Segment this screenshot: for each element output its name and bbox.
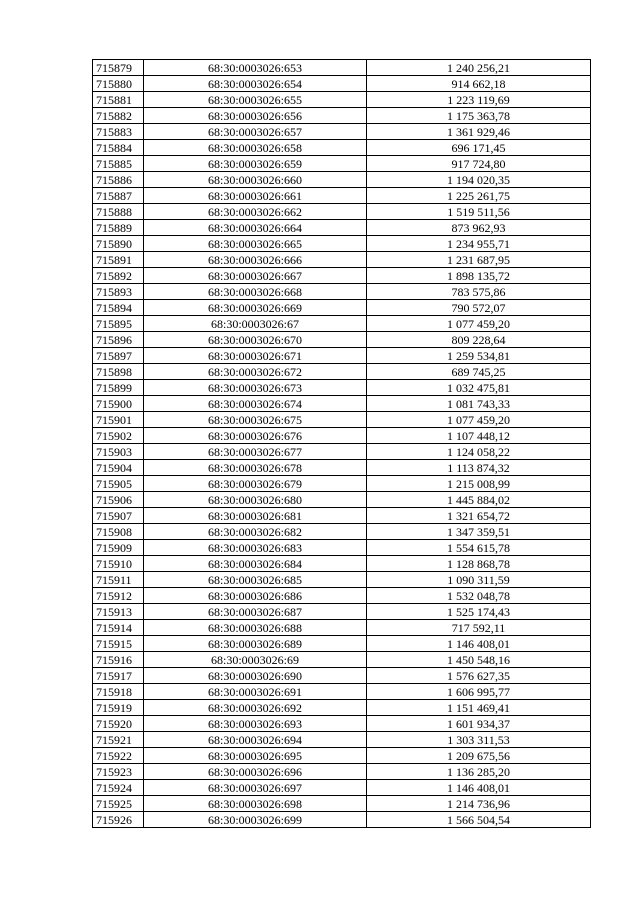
cadastral-value-cell: 1 107 448,12 — [367, 428, 591, 444]
cadastral-number-cell: 68:30:0003026:675 — [144, 412, 367, 428]
table-row — [93, 700, 591, 716]
table-row — [93, 780, 591, 796]
table-row — [93, 252, 591, 268]
row-number-cell: 715914 — [93, 620, 144, 636]
table-row — [93, 476, 591, 492]
cadastral-number-cell: 68:30:0003026:679 — [144, 476, 367, 492]
cadastral-number-cell: 68:30:0003026:681 — [144, 508, 367, 524]
cadastral-value-table — [92, 59, 591, 828]
table-row — [93, 364, 591, 380]
table-row — [93, 76, 591, 92]
cadastral-value-cell: 1 519 511,56 — [367, 204, 591, 220]
cadastral-number-cell: 68:30:0003026:676 — [144, 428, 367, 444]
row-number-cell: 715892 — [93, 268, 144, 284]
row-number-cell: 715902 — [93, 428, 144, 444]
cadastral-value-cell: 696 171,45 — [367, 140, 591, 156]
cadastral-number-cell: 68:30:0003026:683 — [144, 540, 367, 556]
cadastral-value-cell: 1 231 687,95 — [367, 252, 591, 268]
cadastral-value-cell: 1 898 135,72 — [367, 268, 591, 284]
cadastral-number-cell: 68:30:0003026:674 — [144, 396, 367, 412]
table-row — [93, 220, 591, 236]
cadastral-value-cell: 1 234 955,71 — [367, 236, 591, 252]
cadastral-value-cell: 1 361 929,46 — [367, 124, 591, 140]
row-number-cell: 715912 — [93, 588, 144, 604]
table-row — [93, 204, 591, 220]
cadastral-number-cell: 68:30:0003026:684 — [144, 556, 367, 572]
cadastral-number-cell: 68:30:0003026:671 — [144, 348, 367, 364]
cadastral-number-cell: 68:30:0003026:669 — [144, 300, 367, 316]
row-number-cell: 715916 — [93, 652, 144, 668]
cadastral-value-cell: 1 146 408,01 — [367, 636, 591, 652]
table-row — [93, 380, 591, 396]
cadastral-value-cell: 1 445 884,02 — [367, 492, 591, 508]
table-row — [93, 732, 591, 748]
row-number-cell: 715891 — [93, 252, 144, 268]
table-row — [93, 332, 591, 348]
cadastral-number-cell: 68:30:0003026:666 — [144, 252, 367, 268]
cadastral-number-cell: 68:30:0003026:691 — [144, 684, 367, 700]
row-number-cell: 715884 — [93, 140, 144, 156]
cadastral-value-cell: 914 662,18 — [367, 76, 591, 92]
cadastral-number-cell: 68:30:0003026:689 — [144, 636, 367, 652]
cadastral-number-cell: 68:30:0003026:696 — [144, 764, 367, 780]
row-number-cell: 715910 — [93, 556, 144, 572]
cadastral-number-cell: 68:30:0003026:695 — [144, 748, 367, 764]
cadastral-value-cell: 783 575,86 — [367, 284, 591, 300]
row-number-cell: 715896 — [93, 332, 144, 348]
table-row — [93, 556, 591, 572]
row-number-cell: 715901 — [93, 412, 144, 428]
cadastral-value-cell: 1 151 469,41 — [367, 700, 591, 716]
table-row — [93, 652, 591, 668]
cadastral-value-cell: 917 724,80 — [367, 156, 591, 172]
cadastral-value-cell: 1 146 408,01 — [367, 780, 591, 796]
table-row — [93, 396, 591, 412]
row-number-cell: 715922 — [93, 748, 144, 764]
cadastral-value-cell: 1 606 995,77 — [367, 684, 591, 700]
row-number-cell: 715926 — [93, 812, 144, 828]
table-row — [93, 124, 591, 140]
row-number-cell: 715925 — [93, 796, 144, 812]
cadastral-value-cell: 1 214 736,96 — [367, 796, 591, 812]
row-number-cell: 715890 — [93, 236, 144, 252]
cadastral-number-cell: 68:30:0003026:655 — [144, 92, 367, 108]
cadastral-value-cell: 1 321 654,72 — [367, 508, 591, 524]
cadastral-number-cell: 68:30:0003026:670 — [144, 332, 367, 348]
cadastral-number-cell: 68:30:0003026:677 — [144, 444, 367, 460]
cadastral-number-cell: 68:30:0003026:672 — [144, 364, 367, 380]
cadastral-value-cell: 1 223 119,69 — [367, 92, 591, 108]
row-number-cell: 715905 — [93, 476, 144, 492]
row-number-cell: 715906 — [93, 492, 144, 508]
cadastral-value-cell: 1 240 256,21 — [367, 60, 591, 76]
table-row — [93, 668, 591, 684]
cadastral-number-cell: 68:30:0003026:69 — [144, 652, 367, 668]
cadastral-value-cell: 1 259 534,81 — [367, 348, 591, 364]
row-number-cell: 715893 — [93, 284, 144, 300]
row-number-cell: 715899 — [93, 380, 144, 396]
row-number-cell: 715917 — [93, 668, 144, 684]
table-row — [93, 540, 591, 556]
cadastral-number-cell: 68:30:0003026:657 — [144, 124, 367, 140]
cadastral-value-cell: 1 077 459,20 — [367, 316, 591, 332]
cadastral-number-cell: 68:30:0003026:697 — [144, 780, 367, 796]
table-row — [93, 636, 591, 652]
cadastral-value-cell: 873 962,93 — [367, 220, 591, 236]
row-number-cell: 715880 — [93, 76, 144, 92]
row-number-cell: 715886 — [93, 172, 144, 188]
table-row — [93, 684, 591, 700]
cadastral-number-cell: 68:30:0003026:692 — [144, 700, 367, 716]
row-number-cell: 715898 — [93, 364, 144, 380]
table-row — [93, 188, 591, 204]
row-number-cell: 715888 — [93, 204, 144, 220]
table-row — [93, 604, 591, 620]
cadastral-number-cell: 68:30:0003026:685 — [144, 572, 367, 588]
table-row — [93, 620, 591, 636]
cadastral-value-cell: 1 209 675,56 — [367, 748, 591, 764]
table-row — [93, 412, 591, 428]
table-row — [93, 92, 591, 108]
row-number-cell: 715887 — [93, 188, 144, 204]
table-row — [93, 748, 591, 764]
row-number-cell: 715903 — [93, 444, 144, 460]
table-row — [93, 508, 591, 524]
row-number-cell: 715924 — [93, 780, 144, 796]
cadastral-number-cell: 68:30:0003026:693 — [144, 716, 367, 732]
cadastral-value-cell: 1 601 934,37 — [367, 716, 591, 732]
table-row — [93, 268, 591, 284]
table-row — [93, 236, 591, 252]
table-row — [93, 572, 591, 588]
cadastral-value-cell: 1 566 504,54 — [367, 812, 591, 828]
cadastral-value-cell: 1 136 285,20 — [367, 764, 591, 780]
row-number-cell: 715908 — [93, 524, 144, 540]
cadastral-number-cell: 68:30:0003026:687 — [144, 604, 367, 620]
row-number-cell: 715913 — [93, 604, 144, 620]
row-number-cell: 715907 — [93, 508, 144, 524]
cadastral-value-cell: 1 032 475,81 — [367, 380, 591, 396]
row-number-cell: 715915 — [93, 636, 144, 652]
cadastral-value-cell: 1 081 743,33 — [367, 396, 591, 412]
row-number-cell: 715879 — [93, 60, 144, 76]
cadastral-value-cell: 1 303 311,53 — [367, 732, 591, 748]
table-row — [93, 524, 591, 540]
cadastral-number-cell: 68:30:0003026:673 — [144, 380, 367, 396]
cadastral-number-cell: 68:30:0003026:694 — [144, 732, 367, 748]
cadastral-value-cell: 1 175 363,78 — [367, 108, 591, 124]
cadastral-number-cell: 68:30:0003026:658 — [144, 140, 367, 156]
table-row — [93, 588, 591, 604]
cadastral-number-cell: 68:30:0003026:682 — [144, 524, 367, 540]
cadastral-value-cell: 717 592,11 — [367, 620, 591, 636]
cadastral-number-cell: 68:30:0003026:698 — [144, 796, 367, 812]
table-row — [93, 716, 591, 732]
row-number-cell: 715897 — [93, 348, 144, 364]
table-row — [93, 60, 591, 76]
row-number-cell: 715882 — [93, 108, 144, 124]
table-body — [93, 60, 591, 828]
row-number-cell: 715894 — [93, 300, 144, 316]
row-number-cell: 715885 — [93, 156, 144, 172]
cadastral-number-cell: 68:30:0003026:661 — [144, 188, 367, 204]
cadastral-value-cell: 1 554 615,78 — [367, 540, 591, 556]
cadastral-number-cell: 68:30:0003026:664 — [144, 220, 367, 236]
cadastral-value-cell: 1 128 868,78 — [367, 556, 591, 572]
table-row — [93, 428, 591, 444]
row-number-cell: 715889 — [93, 220, 144, 236]
cadastral-value-cell: 1 113 874,32 — [367, 460, 591, 476]
row-number-cell: 715918 — [93, 684, 144, 700]
cadastral-value-cell: 1 124 058,22 — [367, 444, 591, 460]
cadastral-value-cell: 1 347 359,51 — [367, 524, 591, 540]
row-number-cell: 715900 — [93, 396, 144, 412]
cadastral-number-cell: 68:30:0003026:688 — [144, 620, 367, 636]
row-number-cell: 715881 — [93, 92, 144, 108]
cadastral-value-cell: 790 572,07 — [367, 300, 591, 316]
table-row — [93, 300, 591, 316]
table-row — [93, 764, 591, 780]
row-number-cell: 715911 — [93, 572, 144, 588]
row-number-cell: 715921 — [93, 732, 144, 748]
cadastral-number-cell: 68:30:0003026:653 — [144, 60, 367, 76]
cadastral-value-cell: 1 090 311,59 — [367, 572, 591, 588]
cadastral-number-cell: 68:30:0003026:690 — [144, 668, 367, 684]
cadastral-value-cell: 1 525 174,43 — [367, 604, 591, 620]
cadastral-number-cell: 68:30:0003026:660 — [144, 172, 367, 188]
table-row — [93, 812, 591, 828]
row-number-cell: 715919 — [93, 700, 144, 716]
row-number-cell: 715895 — [93, 316, 144, 332]
cadastral-number-cell: 68:30:0003026:699 — [144, 812, 367, 828]
table-row — [93, 348, 591, 364]
table-row — [93, 156, 591, 172]
row-number-cell: 715920 — [93, 716, 144, 732]
cadastral-number-cell: 68:30:0003026:686 — [144, 588, 367, 604]
table-row — [93, 284, 591, 300]
row-number-cell: 715904 — [93, 460, 144, 476]
cadastral-value-cell: 809 228,64 — [367, 332, 591, 348]
table-row — [93, 444, 591, 460]
cadastral-value-cell: 1 225 261,75 — [367, 188, 591, 204]
cadastral-number-cell: 68:30:0003026:678 — [144, 460, 367, 476]
row-number-cell: 715883 — [93, 124, 144, 140]
cadastral-number-cell: 68:30:0003026:668 — [144, 284, 367, 300]
table-row — [93, 492, 591, 508]
table-row — [93, 172, 591, 188]
table-row — [93, 316, 591, 332]
cadastral-value-cell: 689 745,25 — [367, 364, 591, 380]
row-number-cell: 715923 — [93, 764, 144, 780]
cadastral-value-cell: 1 532 048,78 — [367, 588, 591, 604]
cadastral-number-cell: 68:30:0003026:662 — [144, 204, 367, 220]
table-row — [93, 796, 591, 812]
cadastral-number-cell: 68:30:0003026:67 — [144, 316, 367, 332]
cadastral-number-cell: 68:30:0003026:656 — [144, 108, 367, 124]
cadastral-value-cell: 1 450 548,16 — [367, 652, 591, 668]
cadastral-value-cell: 1 077 459,20 — [367, 412, 591, 428]
cadastral-number-cell: 68:30:0003026:665 — [144, 236, 367, 252]
table-row — [93, 140, 591, 156]
table-row — [93, 108, 591, 124]
cadastral-number-cell: 68:30:0003026:667 — [144, 268, 367, 284]
cadastral-number-cell: 68:30:0003026:659 — [144, 156, 367, 172]
cadastral-value-cell: 1 576 627,35 — [367, 668, 591, 684]
cadastral-value-cell: 1 194 020,35 — [367, 172, 591, 188]
cadastral-value-cell: 1 215 008,99 — [367, 476, 591, 492]
cadastral-number-cell: 68:30:0003026:680 — [144, 492, 367, 508]
cadastral-number-cell: 68:30:0003026:654 — [144, 76, 367, 92]
row-number-cell: 715909 — [93, 540, 144, 556]
table-row — [93, 460, 591, 476]
